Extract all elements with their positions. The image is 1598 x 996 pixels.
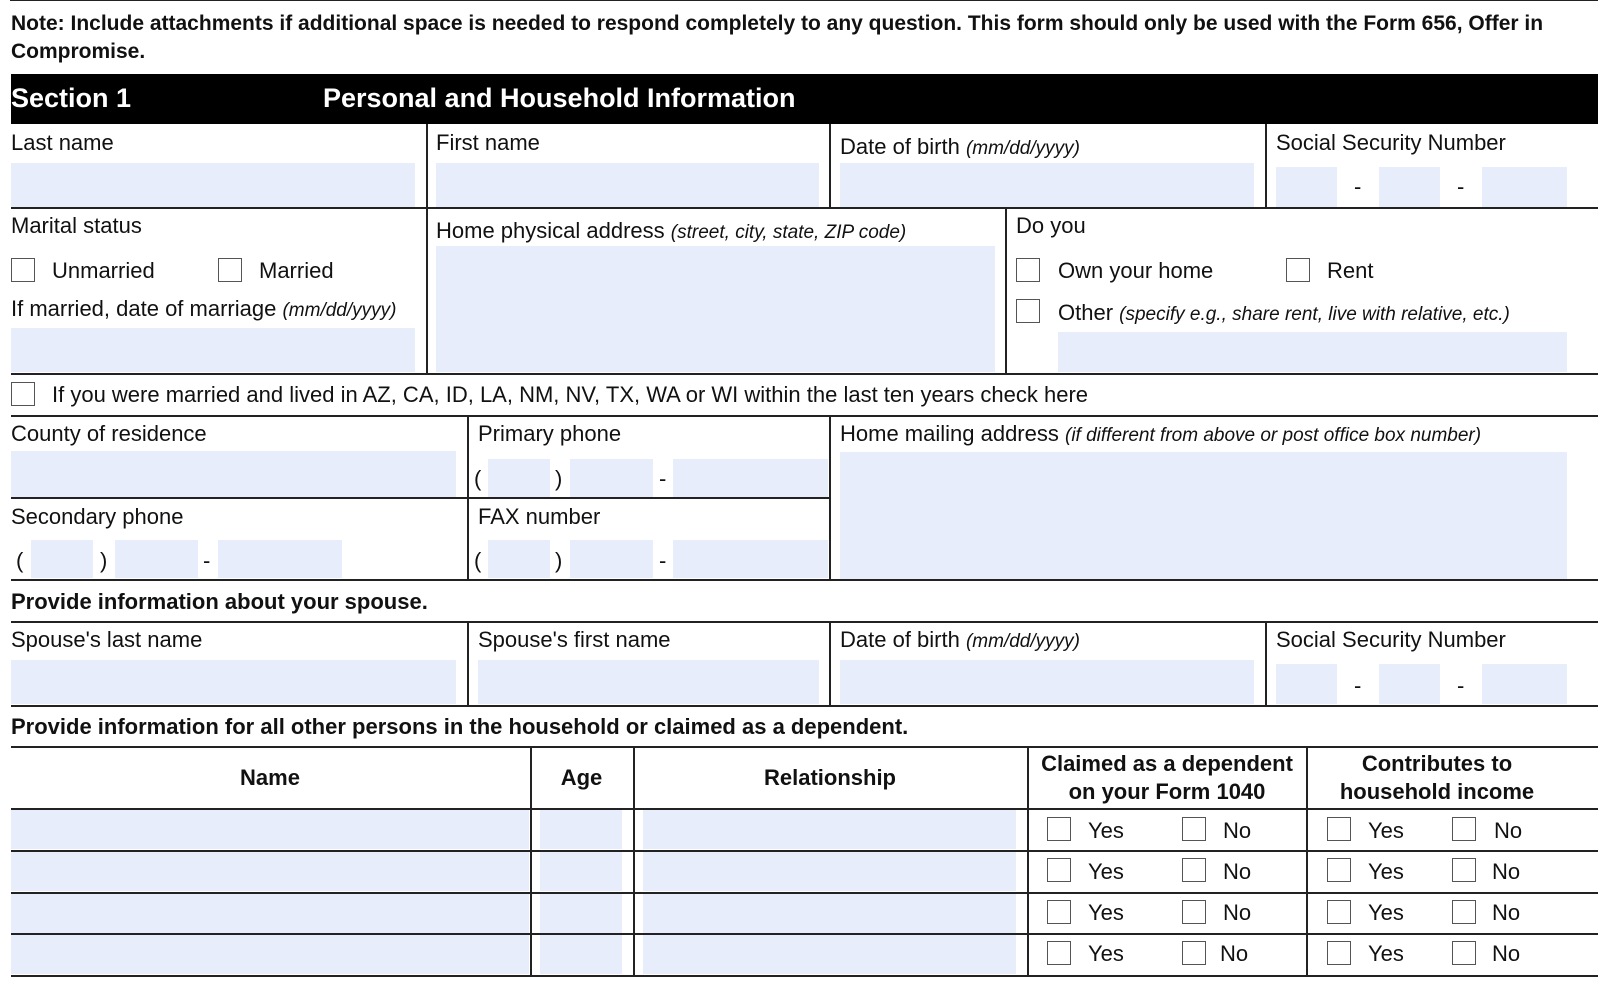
married-checkbox[interactable] bbox=[218, 258, 242, 282]
fax-dash: - bbox=[659, 548, 667, 573]
other-hint: (specify e.g., share rent, live with relative, etc.) bbox=[1119, 304, 1510, 325]
spouse-ssn-label: Social Security Number bbox=[1276, 627, 1506, 652]
dependent-yes-checkbox[interactable] bbox=[1047, 941, 1071, 965]
contributes-yes-label: Yes bbox=[1368, 818, 1404, 843]
unmarried-checkbox[interactable] bbox=[11, 258, 35, 282]
dependent-no-label: No bbox=[1223, 900, 1252, 925]
fax-prefix-input[interactable] bbox=[570, 540, 653, 578]
contributes-no-checkbox[interactable] bbox=[1452, 817, 1476, 841]
first-name-input[interactable] bbox=[436, 163, 819, 207]
other-specify-input[interactable] bbox=[1058, 332, 1567, 372]
ssn-part3-input[interactable] bbox=[1482, 167, 1567, 207]
col-contributes-header-line2: household income bbox=[1339, 779, 1535, 804]
fax-line-input[interactable] bbox=[673, 540, 828, 578]
other-label bbox=[1058, 300, 1510, 326]
marriage-date-input[interactable] bbox=[11, 328, 415, 372]
fax-label: FAX number bbox=[478, 504, 601, 529]
primary-phone-close-paren: ) bbox=[555, 466, 563, 491]
primary-phone-dash: - bbox=[659, 466, 667, 491]
section-title: Personal and Household Information bbox=[323, 83, 796, 113]
dependent-no-label: No bbox=[1223, 818, 1252, 843]
col-age-header: Age bbox=[560, 765, 603, 790]
dependent-yes-label: Yes bbox=[1088, 818, 1124, 843]
last-name-input[interactable] bbox=[11, 163, 415, 207]
rent-label: Rent bbox=[1327, 258, 1374, 283]
col-dependent-header-line2: on your Form 1040 bbox=[1068, 779, 1266, 804]
last-name-label: Last name bbox=[11, 130, 114, 155]
home-address-hint: (street, city, state, ZIP code) bbox=[670, 222, 907, 243]
dob-input[interactable] bbox=[840, 163, 1254, 207]
unmarried-label: Unmarried bbox=[52, 258, 155, 283]
dependent-name-input[interactable] bbox=[11, 894, 529, 933]
dependent-name-input[interactable] bbox=[11, 810, 529, 849]
contributes-no-label: No bbox=[1494, 818, 1523, 843]
dependent-age-input[interactable] bbox=[540, 894, 622, 933]
primary-phone-label: Primary phone bbox=[478, 421, 622, 446]
spouse-first-name-label: Spouse's first name bbox=[478, 627, 671, 652]
secondary-phone-open-paren: ( bbox=[16, 548, 24, 573]
contributes-yes-checkbox[interactable] bbox=[1327, 900, 1351, 924]
dependent-no-label: No bbox=[1223, 859, 1252, 884]
marriage-date-label bbox=[11, 296, 396, 322]
secondary-phone-dash: - bbox=[203, 548, 211, 573]
fax-area-input[interactable] bbox=[488, 540, 550, 578]
marriage-date-hint: (mm/dd/yyyy) bbox=[282, 300, 397, 321]
primary-phone-prefix-input[interactable] bbox=[570, 459, 653, 497]
household-heading: Provide information for all other persons in the household or claimed as a dependent. bbox=[11, 714, 909, 739]
dependent-name-input[interactable] bbox=[11, 935, 529, 974]
county-label: County of residence bbox=[11, 421, 207, 446]
ssn-part2-input[interactable] bbox=[1379, 167, 1440, 207]
secondary-phone-prefix-input[interactable] bbox=[115, 540, 198, 578]
dependent-relationship-input[interactable] bbox=[643, 852, 1016, 891]
mailing-address-input[interactable] bbox=[840, 452, 1567, 579]
dependent-no-label: No bbox=[1220, 941, 1249, 966]
mailing-address-label-text: Home mailing address bbox=[840, 421, 1059, 446]
dependent-no-checkbox[interactable] bbox=[1182, 817, 1206, 841]
contributes-yes-checkbox[interactable] bbox=[1327, 817, 1351, 841]
contributes-no-checkbox[interactable] bbox=[1452, 858, 1476, 882]
spouse-dob-label bbox=[840, 627, 1080, 653]
spouse-ssn-dash-1: - bbox=[1354, 673, 1362, 698]
col-name-header: Name bbox=[240, 765, 300, 790]
spouse-dob-hint: (mm/dd/yyyy) bbox=[965, 631, 1080, 652]
own-home-checkbox[interactable] bbox=[1016, 258, 1040, 282]
spouse-ssn-part3-input[interactable] bbox=[1482, 664, 1567, 704]
spouse-ssn-part1-input[interactable] bbox=[1276, 664, 1337, 704]
primary-phone-open-paren: ( bbox=[474, 466, 482, 491]
home-address-input[interactable] bbox=[436, 246, 995, 372]
spouse-ssn-dash-2: - bbox=[1457, 673, 1465, 698]
county-input[interactable] bbox=[11, 451, 456, 497]
secondary-phone-label: Secondary phone bbox=[11, 504, 184, 529]
contributes-yes-checkbox[interactable] bbox=[1327, 858, 1351, 882]
home-address-label bbox=[436, 218, 906, 244]
ssn-dash-2: - bbox=[1457, 174, 1465, 199]
section-header-bar bbox=[11, 74, 1598, 124]
dependent-relationship-input[interactable] bbox=[643, 935, 1016, 974]
fax-close-paren: ) bbox=[555, 548, 563, 573]
spouse-dob-label-text: Date of birth bbox=[840, 627, 960, 652]
other-checkbox[interactable] bbox=[1016, 299, 1040, 323]
contributes-yes-label: Yes bbox=[1368, 900, 1404, 925]
first-name-label: First name bbox=[436, 130, 540, 155]
contributes-no-checkbox[interactable] bbox=[1452, 941, 1476, 965]
contributes-no-checkbox[interactable] bbox=[1452, 900, 1476, 924]
dob-label bbox=[840, 134, 1080, 160]
spouse-first-name-input[interactable] bbox=[478, 660, 819, 704]
married-label: Married bbox=[259, 258, 334, 283]
spouse-dob-input[interactable] bbox=[840, 660, 1254, 704]
contributes-no-label: No bbox=[1492, 900, 1521, 925]
col-contributes-header-line1: Contributes to bbox=[1361, 751, 1513, 776]
spouse-heading: Provide information about your spouse. bbox=[11, 589, 428, 614]
dependent-yes-checkbox[interactable] bbox=[1047, 900, 1071, 924]
dependent-yes-checkbox[interactable] bbox=[1047, 817, 1071, 841]
ssn-part1-input[interactable] bbox=[1276, 167, 1337, 207]
do-you-label: Do you bbox=[1016, 213, 1086, 238]
contributes-yes-label: Yes bbox=[1368, 941, 1404, 966]
dependent-relationship-input[interactable] bbox=[643, 810, 1016, 849]
col-dependent-header bbox=[1028, 750, 1306, 806]
own-home-label: Own your home bbox=[1058, 258, 1214, 283]
mailing-address-label bbox=[840, 421, 1481, 447]
other-label-text: Other bbox=[1058, 300, 1114, 325]
marital-status-label: Marital status bbox=[11, 213, 142, 238]
spouse-ssn-part2-input[interactable] bbox=[1379, 664, 1440, 704]
dependent-yes-label: Yes bbox=[1088, 941, 1124, 966]
contributes-no-label: No bbox=[1492, 859, 1521, 884]
spouse-last-name-label: Spouse's last name bbox=[11, 627, 203, 652]
ssn-label: Social Security Number bbox=[1276, 130, 1506, 155]
primary-phone-area-input[interactable] bbox=[488, 459, 550, 497]
community-property-checkbox[interactable] bbox=[11, 382, 35, 406]
dependent-name-input[interactable] bbox=[11, 852, 529, 891]
dependent-yes-label: Yes bbox=[1088, 859, 1124, 884]
spouse-last-name-input[interactable] bbox=[11, 660, 456, 704]
col-dependent-header-line1: Claimed as a dependent bbox=[1041, 751, 1293, 776]
home-address-label-text: Home physical address bbox=[436, 218, 665, 243]
dependent-age-input[interactable] bbox=[540, 852, 622, 891]
dependent-relationship-input[interactable] bbox=[643, 894, 1016, 933]
dependent-age-input[interactable] bbox=[540, 935, 622, 974]
community-property-text: If you were married and lived in AZ, CA, ID, LA, NM, NV, TX, WA or WI within the last ten years check here bbox=[52, 382, 1089, 407]
contributes-yes-label: Yes bbox=[1368, 859, 1404, 884]
marriage-date-label-text: If married, date of marriage bbox=[11, 296, 277, 321]
secondary-phone-line-input[interactable] bbox=[218, 540, 342, 578]
dependent-no-checkbox[interactable] bbox=[1182, 900, 1206, 924]
fax-open-paren: ( bbox=[474, 548, 482, 573]
col-contributes-header bbox=[1307, 750, 1567, 806]
contributes-yes-checkbox[interactable] bbox=[1327, 941, 1351, 965]
dependent-age-input[interactable] bbox=[540, 810, 622, 849]
rent-checkbox[interactable] bbox=[1286, 258, 1310, 282]
primary-phone-line-input[interactable] bbox=[673, 459, 828, 497]
secondary-phone-close-paren: ) bbox=[100, 548, 108, 573]
dob-label-text: Date of birth bbox=[840, 134, 960, 159]
note-text: Note: Include attachments if additional space is needed to respond completely to any question. This form should only be used with the Form 656, Offer in Compromise. bbox=[11, 12, 1544, 63]
dependent-yes-label: Yes bbox=[1088, 900, 1124, 925]
secondary-phone-area-input[interactable] bbox=[31, 540, 93, 578]
mailing-address-hint: (if different from above or post office box number) bbox=[1065, 425, 1482, 446]
section-number: Section 1 bbox=[11, 83, 132, 113]
ssn-dash-1: - bbox=[1354, 174, 1362, 199]
dob-hint: (mm/dd/yyyy) bbox=[965, 138, 1080, 159]
dependent-no-checkbox[interactable] bbox=[1182, 941, 1206, 965]
dependent-yes-checkbox[interactable] bbox=[1047, 858, 1071, 882]
dependent-no-checkbox[interactable] bbox=[1182, 858, 1206, 882]
col-relationship-header: Relationship bbox=[763, 765, 896, 790]
contributes-no-label: No bbox=[1492, 941, 1521, 966]
